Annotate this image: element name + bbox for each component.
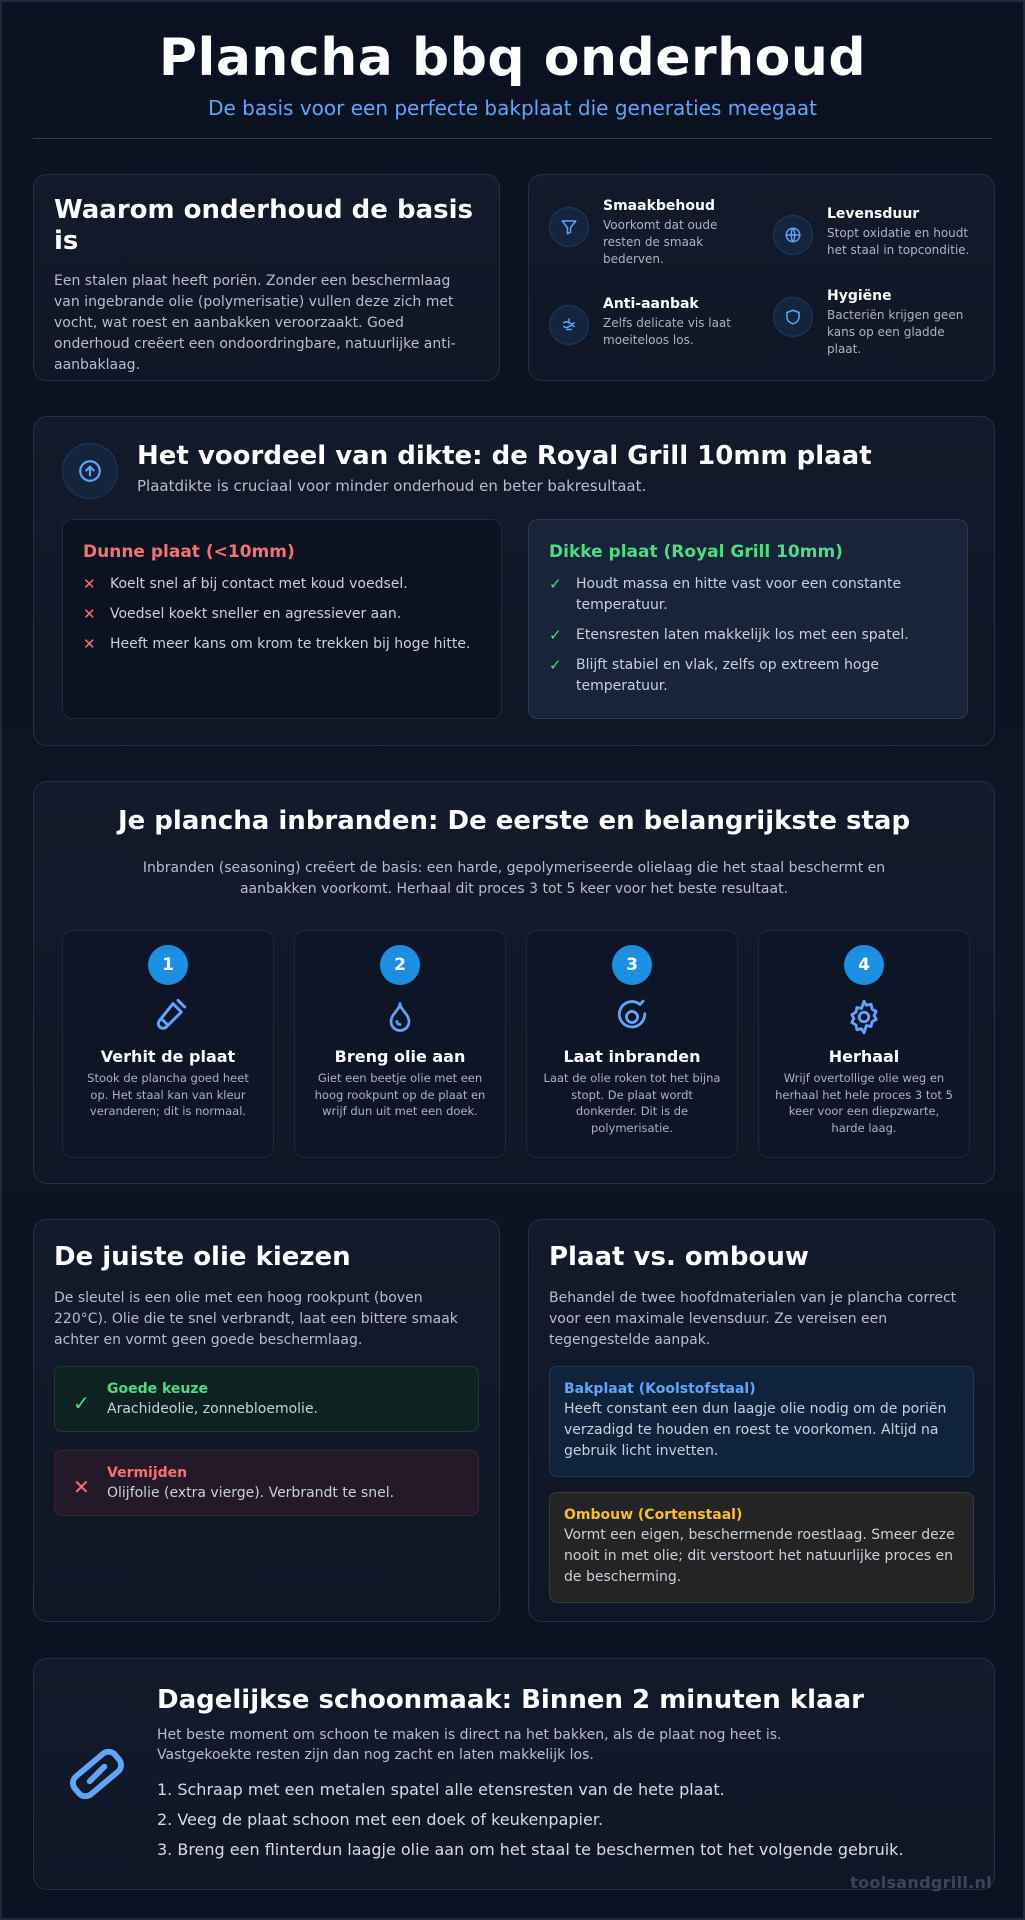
thickness-title: Het voordeel van dikte: de Royal Grill 10mm plaat <box>137 441 872 471</box>
good-choice-text: Arachideolie, zonnebloemolie. <box>107 1401 319 1417</box>
header <box>2 2 1023 120</box>
globe-icon <box>773 215 813 255</box>
avoid-text: Olijfolie (extra vierge). Verbrandt te snel. <box>107 1485 395 1501</box>
benefit-text: Bacteriën krijgen geen kans op een gladde plaat. <box>827 308 964 356</box>
thick-plate-panel <box>528 519 968 719</box>
cross-icon: ✕ <box>83 575 96 593</box>
daily-intro: Het beste moment om schoon te maken is direct na het bakken, als de plaat nog heet is. Vastgekoekte resten zijn dan nog zacht en laten makkelijk los. <box>157 1727 782 1763</box>
why-card <box>33 174 500 381</box>
avoid-label: Vermijden <box>107 1465 188 1481</box>
good-choice-box <box>54 1366 479 1432</box>
seasoning-intro: Inbranden (seasoning) creëert de basis: een harde, gepolymeriseerde olielaag die het staal beschermt en aanbakken voorkomt. Herhaal dit proces 3 tot 5 keer voor het beste resultaat. <box>142 860 886 897</box>
check-icon: ✓ <box>549 626 562 644</box>
benefit-title: Anti-aanbak <box>603 296 699 312</box>
step-number: 2 <box>380 945 420 985</box>
check-icon: ✓ <box>73 1391 90 1415</box>
thermometer-icon <box>63 997 273 1037</box>
list-item-text: Heeft meer kans om krom te trekken bij hoge hitte. <box>110 636 471 652</box>
benefit-title: Hygiëne <box>827 288 892 304</box>
shield-icon <box>773 297 813 337</box>
avoid-box <box>54 1450 479 1516</box>
fish-icon <box>549 305 589 345</box>
burn-swirl-icon <box>527 997 737 1037</box>
gear-icon <box>759 997 969 1037</box>
carbon-steel-text: Heeft constant een dun laagje olie nodig om de poriën verzadigd te houden en roest te voorkomen. Altijd na gebruik licht invetten. <box>564 1401 947 1459</box>
list-item: 2. Veeg de plaat schoon met een doek of keukenpapier. <box>157 1810 604 1829</box>
list-item-text: Blijft stabiel en vlak, zelfs op extreem hoge temperatuur. <box>576 657 879 694</box>
page-subtitle: De basis voor een perfecte bakplaat die generaties meegaat <box>208 96 817 120</box>
why-text: Een stalen plaat heeft poriën. Zonder een beschermlaag van ingebrande olie (polymerisatie) vullen deze zich met vocht, wat roest en aanbakken veroorzaakt. Goed onderhoud creëert een ondoordringbare, natuurlijke anti-aanbaklaag. <box>54 273 456 373</box>
list-item <box>549 574 947 616</box>
step-number: 4 <box>844 945 884 985</box>
list-item-text: Etensresten laten makkelijk los met een spatel. <box>576 627 909 643</box>
cross-icon: ✕ <box>83 605 96 623</box>
oil-drop-icon <box>295 997 505 1037</box>
seasoning-card <box>33 781 995 1184</box>
carbon-steel-box <box>549 1366 974 1477</box>
list-item <box>549 625 947 646</box>
arrow-up-circle-icon <box>62 443 118 499</box>
step-text: Giet een beetje olie met een hoog rookpunt op de plaat en wrijf dun uit met een doek. <box>314 1071 486 1118</box>
list-item-text: Voedsel koekt sneller en agressiever aan. <box>110 606 402 622</box>
benefit-text: Zelfs delicate vis laat moeiteloos los. <box>603 316 731 347</box>
thin-plate-panel <box>62 519 502 719</box>
plate-title: Plaat vs. ombouw <box>549 1242 809 1272</box>
benefit-title: Smaakbehoud <box>603 198 715 214</box>
plate-text: Behandel de twee hoofdmaterialen van je plancha correct voor een maximale levensduur. Ze vereisen een tegengestelde aanpak. <box>549 1290 957 1348</box>
list-item <box>83 634 481 655</box>
step-title: Laat inbranden <box>563 1047 701 1066</box>
page-title: Plancha bbq onderhoud <box>158 28 867 88</box>
daily-cleaning-card <box>33 1658 995 1890</box>
plate-vs-frame-card <box>528 1219 995 1622</box>
list-item-text: Koelt snel af bij contact met koud voedsel. <box>110 576 408 592</box>
oil-text: De sleutel is een olie met een hoog rookpunt (boven 220°C). Olie die te snel verbrandt, laat een bittere smaak achter en vormt geen goede beschermlaag. <box>54 1290 458 1348</box>
thickness-card <box>33 416 995 746</box>
list-item: 3. Breng een flinterdun laagje olie aan om het staal te beschermen tot het volgende gebruik. <box>157 1840 904 1859</box>
benefit-text: Voorkomt dat oude resten de smaak bederven. <box>603 218 718 266</box>
step-number: 3 <box>612 945 652 985</box>
list-item <box>83 604 481 625</box>
header-divider <box>33 138 992 139</box>
scraper-icon <box>62 1739 132 1813</box>
corten-steel-text: Vormt een eigen, beschermende roestlaag. Smeer deze nooit in met olie; dit verstoort het natuurlijke proces en de bescherming. <box>564 1527 955 1585</box>
step-card <box>294 930 506 1158</box>
step-number: 1 <box>148 945 188 985</box>
why-title: Waarom onderhoud de basis is <box>54 195 473 256</box>
thin-plate-title: Dunne plaat (<10mm) <box>83 542 295 562</box>
step-text: Laat de olie roken tot het bijna stopt. De plaat wordt donkerder. Dit is de polymerisatie. <box>543 1071 721 1135</box>
thick-plate-title: Dikke plaat (Royal Grill 10mm) <box>549 542 843 562</box>
benefits-card <box>528 174 995 381</box>
oil-title: De juiste olie kiezen <box>54 1242 351 1272</box>
check-icon: ✓ <box>549 656 562 674</box>
step-text: Stook de plancha goed heet op. Het staal kan van kleur veranderen; dit is normaal. <box>87 1071 249 1118</box>
filter-icon <box>549 207 589 247</box>
step-title: Herhaal <box>828 1047 900 1066</box>
good-choice-label: Goede keuze <box>107 1381 209 1397</box>
seasoning-title: Je plancha inbranden: De eerste en belangrijkste stap <box>117 806 911 836</box>
step-card <box>62 930 274 1158</box>
oil-card <box>33 1219 500 1622</box>
step-card <box>758 930 970 1158</box>
daily-steps <box>157 1779 904 1869</box>
benefit-title: Levensduur <box>827 206 920 222</box>
carbon-steel-label: Bakplaat (Koolstofstaal) <box>564 1381 756 1397</box>
corten-steel-label: Ombouw (Cortenstaal) <box>564 1507 743 1523</box>
cross-icon: ✕ <box>73 1475 90 1499</box>
benefit-text: Stopt oxidatie en houdt het staal in topconditie. <box>827 226 970 257</box>
list-item <box>83 574 481 595</box>
check-icon: ✓ <box>549 575 562 593</box>
list-item: 1. Schraap met een metalen spatel alle etensresten van de hete plaat. <box>157 1780 725 1799</box>
corten-steel-box <box>549 1492 974 1603</box>
list-item-text: Houdt massa en hitte vast voor een constante temperatuur. <box>576 576 902 613</box>
list-item <box>549 655 947 697</box>
thickness-subtitle: Plaatdikte is cruciaal voor minder onderhoud en beter bakresultaat. <box>137 477 647 495</box>
step-text: Wrijf overtollige olie weg en herhaal het hele proces 3 tot 5 keer voor een diepzwarte, harde laag. <box>775 1071 953 1135</box>
watermark: toolsandgrill.nl <box>850 1873 992 1892</box>
step-title: Verhit de plaat <box>100 1047 236 1066</box>
step-card <box>526 930 738 1158</box>
step-title: Breng olie aan <box>334 1047 466 1066</box>
daily-title: Dagelijkse schoonmaak: Binnen 2 minuten klaar <box>157 1685 864 1715</box>
cross-icon: ✕ <box>83 635 96 653</box>
